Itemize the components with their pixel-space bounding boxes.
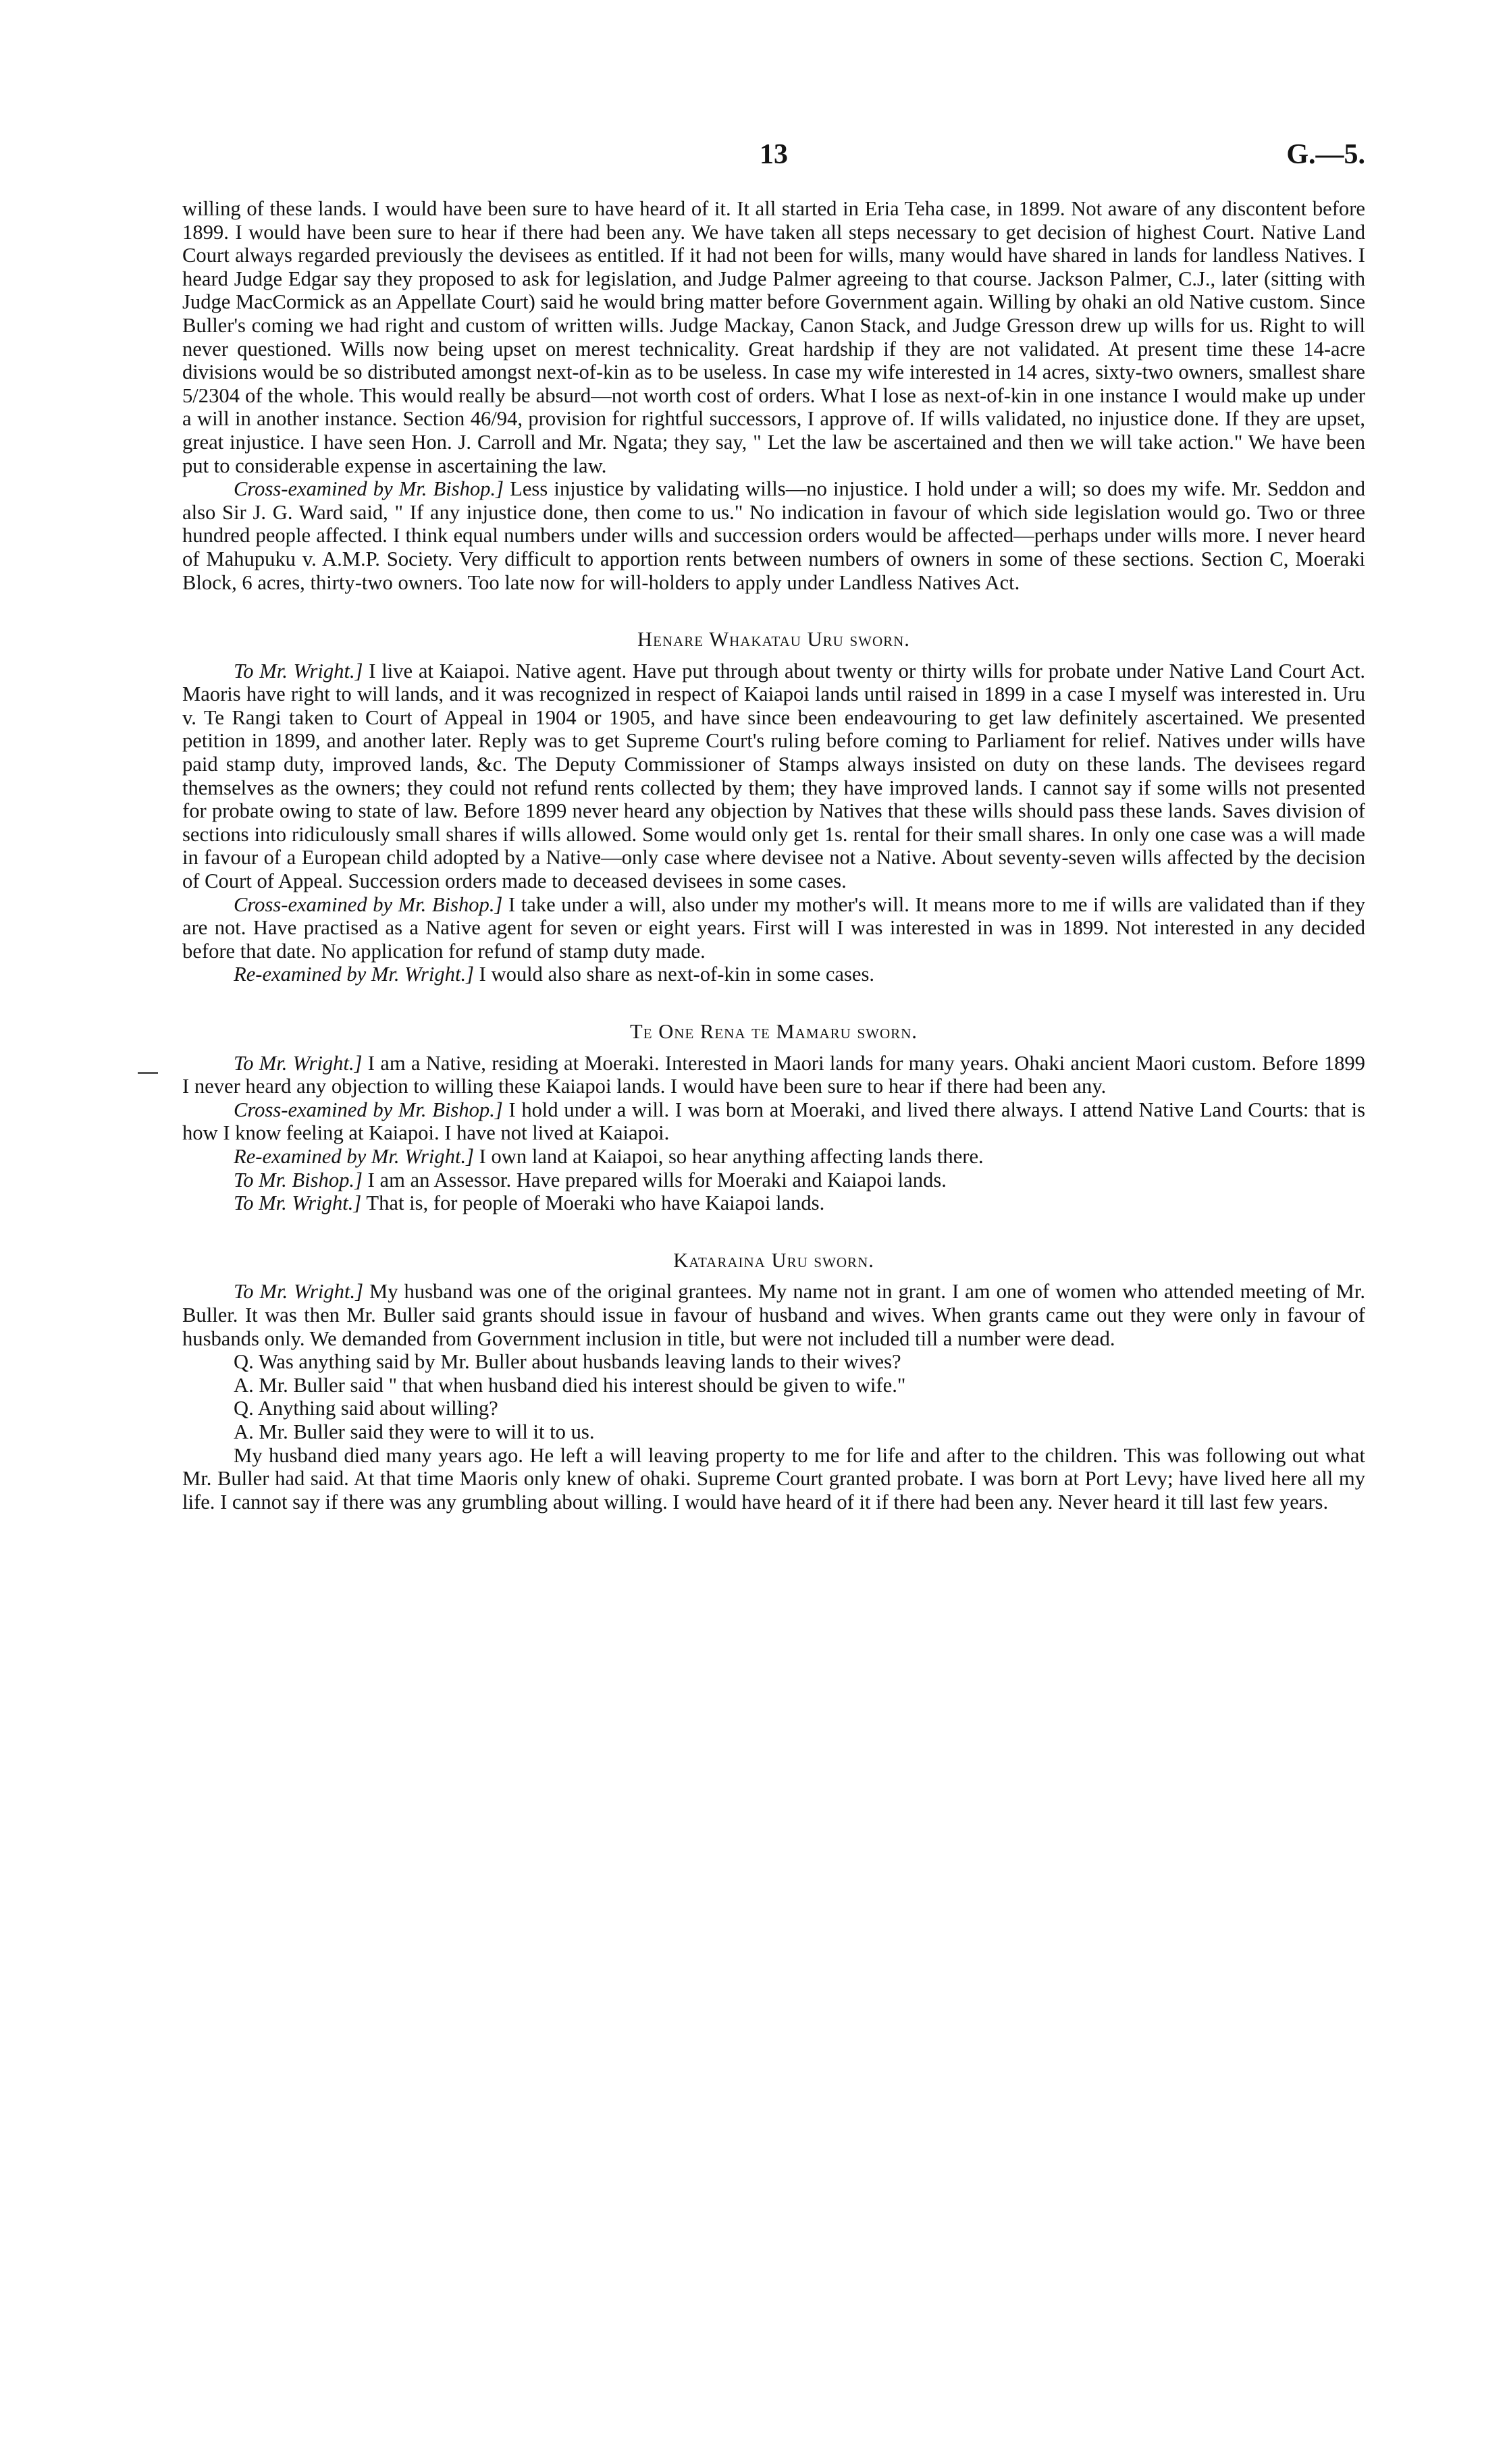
paragraph-text: I hold under a will. I was born at Moeraki, and lived there always. I attend Native Land Courts: that is how I know feeling at Kaiapoi. I have not lived at Kaiapoi. <box>182 1098 1366 1145</box>
document-reference: G.—5. <box>1286 139 1365 170</box>
testimony-paragraph <box>182 660 1365 893</box>
witness-heading: Kataraina Uru sworn. <box>673 1248 874 1272</box>
testimony-paragraph <box>182 893 1365 963</box>
testimony-paragraph <box>182 1098 1365 1145</box>
examination-lead: To Mr. Wright.] <box>234 1280 364 1304</box>
question-answer-line: Q. Anything said about willing? <box>234 1397 498 1420</box>
testimony-paragraph <box>182 1280 1365 1350</box>
paragraph-text: I am an Assessor. Have prepared wills for Moeraki and Kaiapoi lands. <box>363 1168 947 1191</box>
examination-lead: Re-examined by Mr. Wright.] <box>234 1144 474 1168</box>
paragraph-text: willing of these lands. I would have been sure to have heard of it. It all started in Eria Teha case, in 1899. Not aware of any discontent before 1899. I would have been sure to hear if there had been any. We have taken all steps necessary to get decision of highest Court. Native Land Court always regarded previously the devisees as entitled. If it had not been for wills, many would have shared in lands for landless Natives. I heard Judge Edgar say they proposed to ask for legislation, and Judge Palmer agreeing to that course. Jackson Palmer, C.J., later (sitting with Judge MacCormick as an Appellate Court) said he would bring matter before Government again. Willing by ohaki an old Native custom. Since Buller's coming we had right and custom of written wills. Judge Mackay, Canon Stack, and Judge Gresson drew up wills for us. Right to will never questioned. Wills now being upset on merest technicality. Great hardship if they are not validated. At present time these 14-acre divisions would be so distributed amongst next-of-kin as to be useless. In case my wife interested in 14 acres, sixty-two owners, smallest share 5/2304 of the whole. This would really be absurd—not worth cost of orders. What I lose as next-of-kin in one instance I would make up under a will in another instance. Section 46/94, provision for rightful successors, I approve of. If wills validated, no injustice done. If they are upset, great injustice. I have seen Hon. J. Carroll and Mr. Ngata; they say, " Let the law be ascertained and then we will take action." We have been put to considerable expense in ascertaining the law. <box>182 197 1365 477</box>
examination-lead: To Mr. Bishop.] <box>234 1168 363 1191</box>
examination-lead: Cross-examined by Mr. Bishop.] <box>234 477 504 501</box>
paragraph-text: My husband died many years ago. He left a will leaving property to me for life and after to the children. This was following out what Mr. Buller had said. At that time Maoris only knew of ohaki. Supreme Court granted probate. I was born at Port Levy; have lived here all my life. I cannot say if there was any grumbling about willing. I would have heard of it if there had been any. Never heard it till last few years. <box>182 1443 1365 1514</box>
testimony-paragraph <box>182 1191 1365 1215</box>
paragraph-text: I live at Kaiapoi. Native agent. Have put through about twenty or thirty wills for probate under Native Land Court Act. Maoris have right to will lands, and it was recognized in respect of Kaiapoi lands until raised in 1899 in a case I myself was interested in. Uru v. Te Rangi taken to Court of Appeal in 1904 or 1905, and have since been endeavouring to get law definitely ascertained. We presented petition in 1899, and another later. Reply was to get Supreme Court's ruling before coming to Parliament for relief. Natives under wills have paid stamp duty, improved lands, &c. The Deputy Commissioner of Stamps always insisted on duty on these lands. The devisees regard themselves as the owners; they could not refund rents collected by them; they have improved lands. I cannot say if some wills not presented for probate owing to state of law. Before 1899 never heard any objection by Natives that these wills should pass these lands. Saves division of sections into ridiculously small shares if wills allowed. Some would only get 1s. rental for their small shares. In only one case was a will made in favour of a European child adopted by a Native—only case where devisee not a Native. About seventy-seven wills affected by the decision of Court of Appeal. Succession orders made to deceased devisees in some cases. <box>182 659 1365 893</box>
paragraph-text: I am a Native, residing at Moeraki. Interested in Maori lands for many years. Ohaki ancient Maori custom. Before 1899 I never heard any objection to willing these Kaiapoi lands. I would have been sure to hear if there had been any. <box>182 1051 1365 1098</box>
question-answer-line: Q. Was anything said by Mr. Buller about husbands leaving lands to their wives? <box>234 1350 901 1374</box>
examination-lead: To Mr. Wright.] <box>234 1191 362 1215</box>
document-body <box>182 197 1365 1514</box>
paragraph-text: I would also share as next-of-kin in some cases. <box>474 963 875 986</box>
margin-mark <box>138 1072 158 1074</box>
page-header <box>182 138 1365 176</box>
testimony-paragraph <box>182 477 1365 594</box>
paragraph-text: I own land at Kaiapoi, so hear anything affecting lands there. <box>474 1144 984 1168</box>
paragraph-text: My husband was one of the original grantees. My name not in grant. I am one of women who attended meeting of Mr. Buller. It was then Mr. Buller said grants should issue in favour of husband and wives. When grants came out they were only in favour of husbands only. We demanded from Government inclusion in title, but were not included till a number were dead. <box>182 1280 1365 1350</box>
witness-heading: Henare Whakatau Uru sworn. <box>637 628 910 651</box>
paragraph-text: That is, for people of Moeraki who have Kaiapoi lands. <box>361 1191 825 1215</box>
question-answer-line: A. Mr. Buller said " that when husband died his interest should be given to wife." <box>234 1373 906 1397</box>
page-number: 13 <box>760 139 788 170</box>
question-answer-line: A. Mr. Buller said they were to will it to us. <box>234 1420 595 1443</box>
testimony-paragraph <box>182 1169 1365 1192</box>
testimony-paragraph <box>182 1052 1365 1098</box>
testimony-paragraph <box>182 963 1365 986</box>
witness-heading: Te One Rena te Mamaru sworn. <box>630 1020 918 1043</box>
examination-lead: Cross-examined by Mr. Bishop.] <box>234 892 503 916</box>
examination-lead: To Mr. Wright.] <box>234 1051 363 1075</box>
examination-lead: To Mr. Wright.] <box>234 659 363 682</box>
paragraph-text: I take under a will, also under my mother's will. It means more to me if wills are validated than if they are not. Have practised as a Native agent for seven or eight years. First will I was interested in was in 1899. Not interested in any decided before that date. No application for refund of stamp duty made. <box>182 892 1366 963</box>
testimony-paragraph <box>182 1444 1365 1514</box>
examination-lead: Re-examined by Mr. Wright.] <box>234 963 474 986</box>
testimony-paragraph <box>182 1145 1365 1169</box>
testimony-paragraph <box>182 197 1365 477</box>
examination-lead: Cross-examined by Mr. Bishop.] <box>234 1098 503 1121</box>
paragraph-text: Less injustice by validating wills—no injustice. I hold under a will; so does my wife. Mr. Seddon and also Sir J. G. Ward said, " If any injustice done, then come to us." No indication in favour of which side legislation would go. Two or three hundred people affected. I think equal numbers under wills and succession orders would be affected—perhaps under wills more. I never heard of Mahupuku v. A.M.P. Society. Very difficult to apportion rents between numbers of owners in some of these sections. Section C, Moeraki Block, 6 acres, thirty-two owners. Too late now for will-holders to apply under Landless Natives Act. <box>182 477 1366 594</box>
